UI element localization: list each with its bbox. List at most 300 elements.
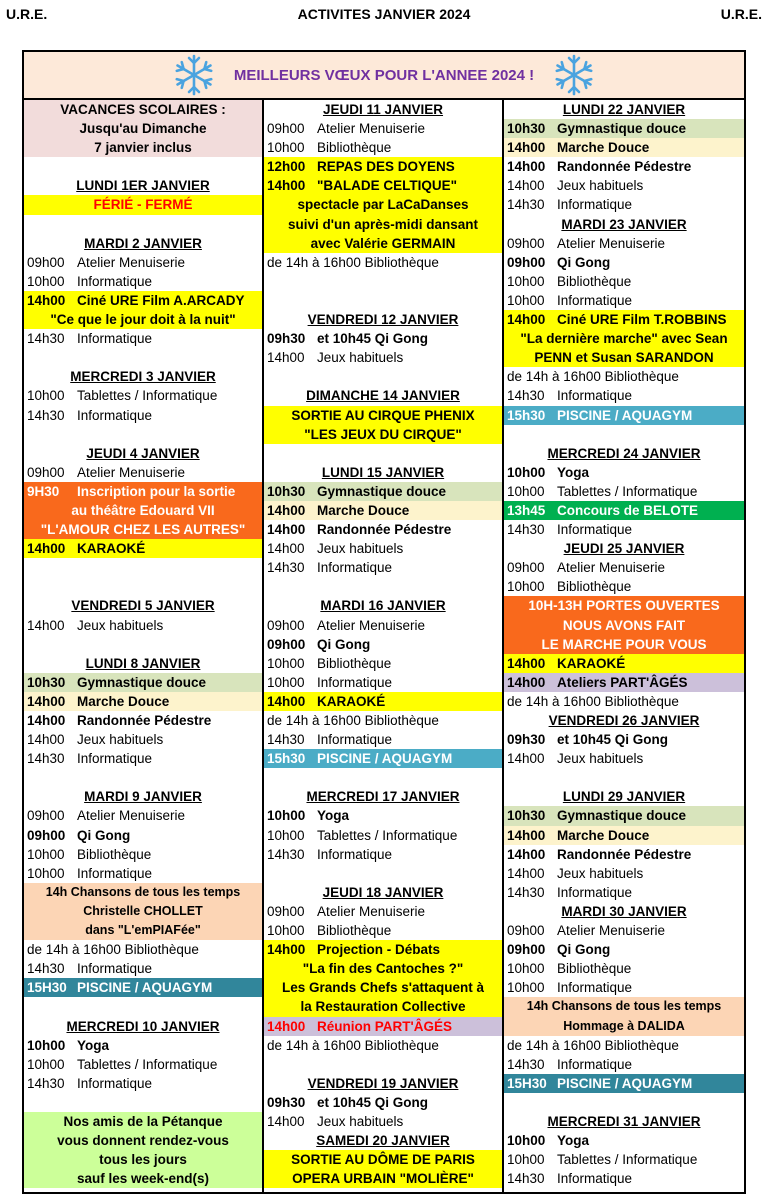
activity-label: Ateliers PART'ÂGÉS [557,674,688,690]
spacer-row [264,367,502,386]
spacer-row [504,1093,744,1112]
activity-time: 14h00 [507,751,545,767]
activity-time: 14h30 [27,1075,65,1091]
activity-row [24,386,262,405]
activity-time: 10h00 [27,388,65,404]
activity-label: KARAOKÉ [77,541,146,557]
activity-time: 14h30 [27,961,65,977]
schedule-column-1 [24,100,264,1192]
activity-label: Yoga [77,1037,110,1053]
spacer-row [24,997,262,1016]
activity-time: 09h00 [507,942,546,958]
spacer-row [264,577,502,596]
activity-row: vous donnent rendez-vous [24,1131,262,1150]
activity-label: Jeux habituels [557,751,644,767]
activity-label: KARAOKÉ [317,693,386,709]
day-heading: VENDREDI 19 JANVIER [307,1075,459,1091]
activity-time: 10h00 [507,464,546,480]
spacer-row [24,1093,262,1112]
activity-row [504,806,744,825]
activity-label: Marche Douce [77,693,170,709]
activity-label: Randonnée Pédestre [557,159,692,175]
spacer-row [264,1055,502,1074]
activity-row [504,272,744,291]
activity-row [504,463,744,482]
activity-label: PISCINE / AQUAGYM [317,751,453,767]
activity-label: et 10h45 Qi Gong [317,1094,429,1110]
activity-row [24,826,262,845]
greeting-text: MEILLEURS VŒUX POUR L'ANNEE 2024 ! [233,66,535,84]
activity-row [504,978,744,997]
activity-time: 10h00 [267,827,305,843]
activity-row: de 14h à 16h00 Bibliothèque [267,713,439,728]
activity-row: 10H-13H PORTES OUVERTES [504,596,744,615]
activity-time: 14h30 [507,522,545,538]
activity-time: 14h00 [267,942,306,958]
schedule-table [22,50,746,1194]
activity-row [504,501,744,520]
activity-row: de 14h à 16h00 Bibliothèque [507,693,679,709]
activity-label: Informatique [557,292,633,308]
activity-label: Marche Douce [557,140,650,156]
activity-time: 14h00 [27,693,66,709]
spacer-row [24,768,262,787]
activity-label: Informatique [557,197,633,213]
activity-row [264,845,502,864]
day-heading: MARDI 30 JANVIER [561,903,687,919]
activity-row [24,1036,262,1055]
activity-row [504,119,744,138]
activity-time: 14h00 [507,827,546,843]
activity-row [264,539,502,558]
activity-label: Gymnastique douce [317,483,447,499]
activity-row [24,730,262,749]
activity-label: Informatique [557,884,633,900]
activity-row [504,310,744,329]
activity-label: Tablettes / Informatique [317,827,458,843]
day-heading: MERCREDI 10 JANVIER [66,1018,220,1034]
activity-time: 14h30 [507,388,545,404]
activity-row [264,826,502,845]
activity-label: Informatique [317,674,393,690]
activity-row [264,482,502,501]
activity-row [264,940,502,959]
activity-time: 14h00 [27,713,66,728]
day-heading: MERCREDI 31 JANVIER [547,1113,701,1129]
activity-row [504,749,744,768]
activity-row [24,406,262,425]
activity-row [264,348,502,367]
activity-time: 10h00 [267,808,306,824]
spacer-row [264,864,502,883]
activity-label: Informatique [77,273,153,289]
activity-time: 15H30 [27,980,67,996]
activity-row: de 14h à 16h00 Bibliothèque [507,369,679,385]
activity-label: Informatique [557,1171,633,1187]
activity-time: 09h00 [507,235,545,251]
activity-time: 9H30 [27,483,60,499]
activity-row [504,138,744,157]
activity-row [264,673,502,692]
activity-time: 10h00 [27,846,65,862]
activity-time: 14h00 [267,350,305,366]
activity-time: 09h00 [267,617,305,633]
activity-row: la Restauration Collective [264,997,502,1016]
activity-row: NOUS AVONS FAIT [504,616,744,635]
activity-row [264,902,502,921]
activity-time: 09h00 [267,121,305,137]
activity-row [24,959,262,978]
day-heading: MERCREDI 3 JANVIER [70,369,216,385]
activity-time: 14h00 [267,1018,306,1034]
activity-row [504,826,744,845]
activity-row: 14h Chansons de tous les temps [504,997,744,1016]
activity-label: Randonnée Pédestre [557,846,692,862]
activity-row [504,959,744,978]
activity-row [264,119,502,138]
activity-label: Informatique [77,751,153,767]
activity-label: PISCINE / AQUAGYM [557,407,693,423]
activity-time: 14h00 [507,865,545,881]
activity-row [504,291,744,310]
activity-row: Jusqu'au Dimanche [24,119,262,138]
activity-row [504,845,744,864]
activity-time: 15h30 [507,407,546,423]
day-heading: LUNDI 22 JANVIER [562,102,686,117]
activity-row: de 14h à 16h00 Bibliothèque [267,1037,439,1053]
activity-row [24,978,262,997]
spacer-row [264,444,502,463]
activity-label: Bibliothèque [557,961,632,977]
activity-time: 09h30 [267,1094,306,1110]
spacer-row [24,425,262,444]
activity-row: de 14h à 16h00 Bibliothèque [267,254,439,270]
activity-label: Informatique [77,1075,153,1091]
activity-time: 10h00 [27,1056,65,1072]
activity-label: Bibliothèque [317,655,392,671]
activity-label: Jeux habituels [77,617,164,633]
activity-row [504,673,744,692]
org-name-right: U.R.E. [720,6,762,22]
activity-time: 12h00 [267,159,306,175]
activity-label: Bibliothèque [557,579,632,595]
org-name-left: U.R.E. [6,6,48,22]
activity-label: Gymnastique douce [557,808,687,824]
activity-label: "BALADE CELTIQUE" [317,178,458,194]
activity-row [504,940,744,959]
activity-row [24,1074,262,1093]
activity-time: 09h00 [27,254,65,270]
activity-time: 14h00 [507,140,546,156]
schedule-column-3 [504,100,744,1192]
activity-row: OPERA URBAIN "MOLIÈRE" [264,1169,502,1188]
day-heading: LUNDI 29 JANVIER [562,789,686,805]
activity-label: Tablettes / Informatique [557,1152,698,1168]
activity-row [24,1055,262,1074]
activity-row [504,654,744,673]
activity-row [264,157,502,176]
activity-row [504,577,744,596]
activity-time: 14h00 [507,312,546,328]
activity-time: 14h30 [267,732,305,748]
activity-row: avec Valérie GERMAIN [264,234,502,253]
activity-time: 10h30 [507,808,546,824]
activity-row [504,195,744,214]
activity-time: 09h30 [507,732,546,748]
activity-label: Atelier Menuiserie [77,254,186,270]
activity-row [504,1131,744,1150]
activity-label: Gymnastique douce [557,121,687,137]
activity-time: 14h00 [267,541,305,557]
activity-time: 09h00 [27,464,65,480]
activity-time: 10h00 [267,923,305,939]
activity-time: 09h00 [507,254,546,270]
activity-time: 14h00 [507,846,546,862]
activity-label: Atelier Menuiserie [557,235,666,251]
activity-row [264,520,502,539]
activity-time: 10h00 [507,1152,545,1168]
activity-label: Tablettes / Informatique [557,483,698,499]
activity-time: 14h30 [507,197,545,213]
day-heading: MARDI 9 JANVIER [84,789,202,805]
activity-row [504,253,744,272]
activity-time: 10h00 [507,961,545,977]
day-heading: MERCREDI 24 JANVIER [547,445,701,461]
activity-label: Informatique [557,980,633,996]
activity-row: sauf les week-end(s) [24,1169,262,1188]
day-heading: LUNDI 1ER JANVIER [76,178,210,194]
activity-label: Bibliothèque [557,273,632,289]
activity-row [24,673,262,692]
activity-time: 09h30 [267,331,306,347]
activity-label: Jeux habituels [317,350,404,366]
activity-label: et 10h45 Qi Gong [557,732,669,748]
activity-label: Projection - Débats [317,942,441,958]
activity-row [504,1169,744,1188]
activity-label: Yoga [557,1133,590,1149]
day-heading: MARDI 23 JANVIER [561,216,687,232]
activity-label: Marche Douce [317,502,410,518]
activity-label: et 10h45 Qi Gong [317,331,429,347]
activity-row [24,845,262,864]
spacer-row [264,291,502,310]
activity-label: Informatique [77,331,153,347]
activity-time: 13h45 [507,502,546,518]
spacer-row [24,558,262,577]
activity-label: Jeux habituels [77,732,164,748]
activity-row: Nos amis de la Pétanque [24,1112,262,1131]
activity-label: Informatique [77,961,153,977]
activity-row [264,558,502,577]
activity-row [504,864,744,883]
activity-time: 14h00 [507,655,546,671]
day-heading: VENDREDI 12 JANVIER [307,312,459,328]
activity-label: Bibliothèque [317,923,392,939]
activity-label: Bibliothèque [77,846,152,862]
activity-label: Tablettes / Informatique [77,388,218,404]
activity-time: 14h30 [507,884,545,900]
activity-time: 09h00 [267,903,305,919]
activity-label: Qi Gong [317,636,371,652]
activity-time: 09h00 [27,808,65,824]
day-heading: JEUDI 25 JANVIER [563,541,685,557]
activity-time: 09h00 [27,827,66,843]
activity-row [24,329,262,348]
greeting-banner [24,52,744,100]
activity-time: 15h30 [267,751,306,767]
spacer-row [24,348,262,367]
snowflake-icon [552,53,596,97]
activity-row [264,654,502,673]
activity-row [264,1093,502,1112]
activity-time: 10h00 [507,483,545,499]
activity-label: Informatique [77,865,153,881]
activity-label: KARAOKÉ [557,655,626,671]
activity-row: SORTIE AU DÔME DE PARIS [264,1150,502,1169]
activity-row: Hommage à DALIDA [504,1017,744,1036]
activity-row: Christelle CHOLLET [24,902,262,921]
day-heading: MARDI 2 JANVIER [84,235,202,251]
activity-row: spectacle par LaCaDanses [264,195,502,214]
activity-label: Bibliothèque [317,140,392,156]
activity-time: 14h30 [507,1056,545,1072]
activity-label: PISCINE / AQUAGYM [77,980,213,996]
day-heading: JEUDI 18 JANVIER [322,884,444,900]
activity-row [24,272,262,291]
activity-label: Informatique [317,732,393,748]
activity-time: 10h00 [27,1037,66,1053]
activity-row: de 14h à 16h00 Bibliothèque [27,942,199,958]
activity-row: au théâtre Edouard VII [24,501,262,520]
spacer-row [504,425,744,444]
spacer-row [504,768,744,787]
activity-label: Atelier Menuiserie [557,560,666,576]
activity-row [504,234,744,253]
activity-row [504,482,744,501]
activity-time: 14h00 [267,522,306,538]
activity-time: 14h30 [507,1171,545,1187]
activity-time: 14h00 [27,617,65,633]
activity-label: Ciné URE Film A.ARCADY [77,292,245,308]
activity-label: Qi Gong [77,827,131,843]
spacer-row [264,768,502,787]
activity-time: 10h00 [507,980,545,996]
activity-time: 14h00 [267,178,306,194]
activity-row: SORTIE AU CIRQUE PHENIX [264,406,502,425]
activity-label: Jeux habituels [557,178,644,194]
activity-time: 15H30 [507,1075,547,1091]
activity-row [264,616,502,635]
activity-row [264,501,502,520]
activity-row: 14h Chansons de tous les temps [24,883,262,902]
activity-row [24,253,262,272]
activity-row: tous les jours [24,1150,262,1169]
activity-time: 09h00 [267,636,306,652]
activity-row: "Ce que le jour doit à la nuit" [24,310,262,329]
activity-label: Informatique [557,522,633,538]
activity-label: Jeux habituels [557,865,644,881]
activity-row [24,864,262,883]
activity-label: Tablettes / Informatique [77,1056,218,1072]
activity-row: "L'AMOUR CHEZ LES AUTRES" [24,520,262,539]
schedule-column-2 [264,100,504,1192]
spacer-row [24,635,262,654]
activity-time: 14h00 [507,178,545,194]
activity-row [504,558,744,577]
activity-time: 09h00 [507,560,545,576]
activity-label: Atelier Menuiserie [317,903,426,919]
activity-label: REPAS DES DOYENS [317,159,455,175]
activity-label: Atelier Menuiserie [77,464,186,480]
day-heading: JEUDI 11 JANVIER [322,102,444,117]
day-heading: MERCREDI 17 JANVIER [306,789,460,805]
activity-row [264,176,502,195]
activity-row [24,463,262,482]
activity-time: 10h00 [507,292,545,308]
activity-time: 14h00 [267,1113,305,1129]
activity-row [24,711,262,730]
activity-row [504,730,744,749]
activity-row [504,406,744,425]
activity-label: Jeux habituels [317,1113,404,1129]
day-heading: JEUDI 4 JANVIER [86,445,200,461]
activity-time: 14h30 [267,560,305,576]
activity-row [24,291,262,310]
activity-label: Informatique [317,846,393,862]
activity-label: Qi Gong [557,942,611,958]
activity-label: Gymnastique douce [77,674,207,690]
activity-label: Atelier Menuiserie [77,808,186,824]
activity-label: Atelier Menuiserie [317,617,426,633]
activity-row [264,138,502,157]
activity-row: LE MARCHE POUR VOUS [504,635,744,654]
activity-time: 14h00 [27,732,65,748]
activity-row [24,749,262,768]
activity-row [504,520,744,539]
activity-label: Ciné URE Film T.ROBBINS [557,312,727,328]
activity-time: 10h00 [27,865,65,881]
day-heading: VENDREDI 5 JANVIER [71,598,215,614]
activity-row [264,730,502,749]
activity-label: Concours de BELOTE [557,502,699,518]
activity-time: 14h00 [267,693,306,709]
activity-row [24,539,262,558]
spacer-row [24,157,262,176]
activity-row: suivi d'un après-midi dansant [264,215,502,234]
activity-row: "LES JEUX DU CIRQUE" [264,425,502,444]
activity-time: 14h00 [507,159,546,175]
spacer-row [264,272,502,291]
activity-row: PENN et Susan SARANDON [504,348,744,367]
day-heading: MARDI 16 JANVIER [320,598,446,614]
activity-row [504,921,744,940]
activity-time: 10h00 [507,579,545,595]
activity-row [264,749,502,768]
activity-time: 10h00 [507,273,545,289]
activity-row [504,1074,744,1093]
activity-row: 7 janvier inclus [24,138,262,157]
activity-time: 10h00 [27,273,65,289]
activity-row: de 14h à 16h00 Bibliothèque [507,1037,679,1053]
activity-label: Randonnée Pédestre [317,522,452,538]
activity-row [24,616,262,635]
activity-row [264,1112,502,1131]
activity-time: 14h30 [27,331,65,347]
activity-time: 10h00 [267,674,305,690]
activity-row [504,883,744,902]
activity-label: Inscription pour la sortie [77,483,236,499]
activity-row: "La fin des Cantoches ?" [264,959,502,978]
